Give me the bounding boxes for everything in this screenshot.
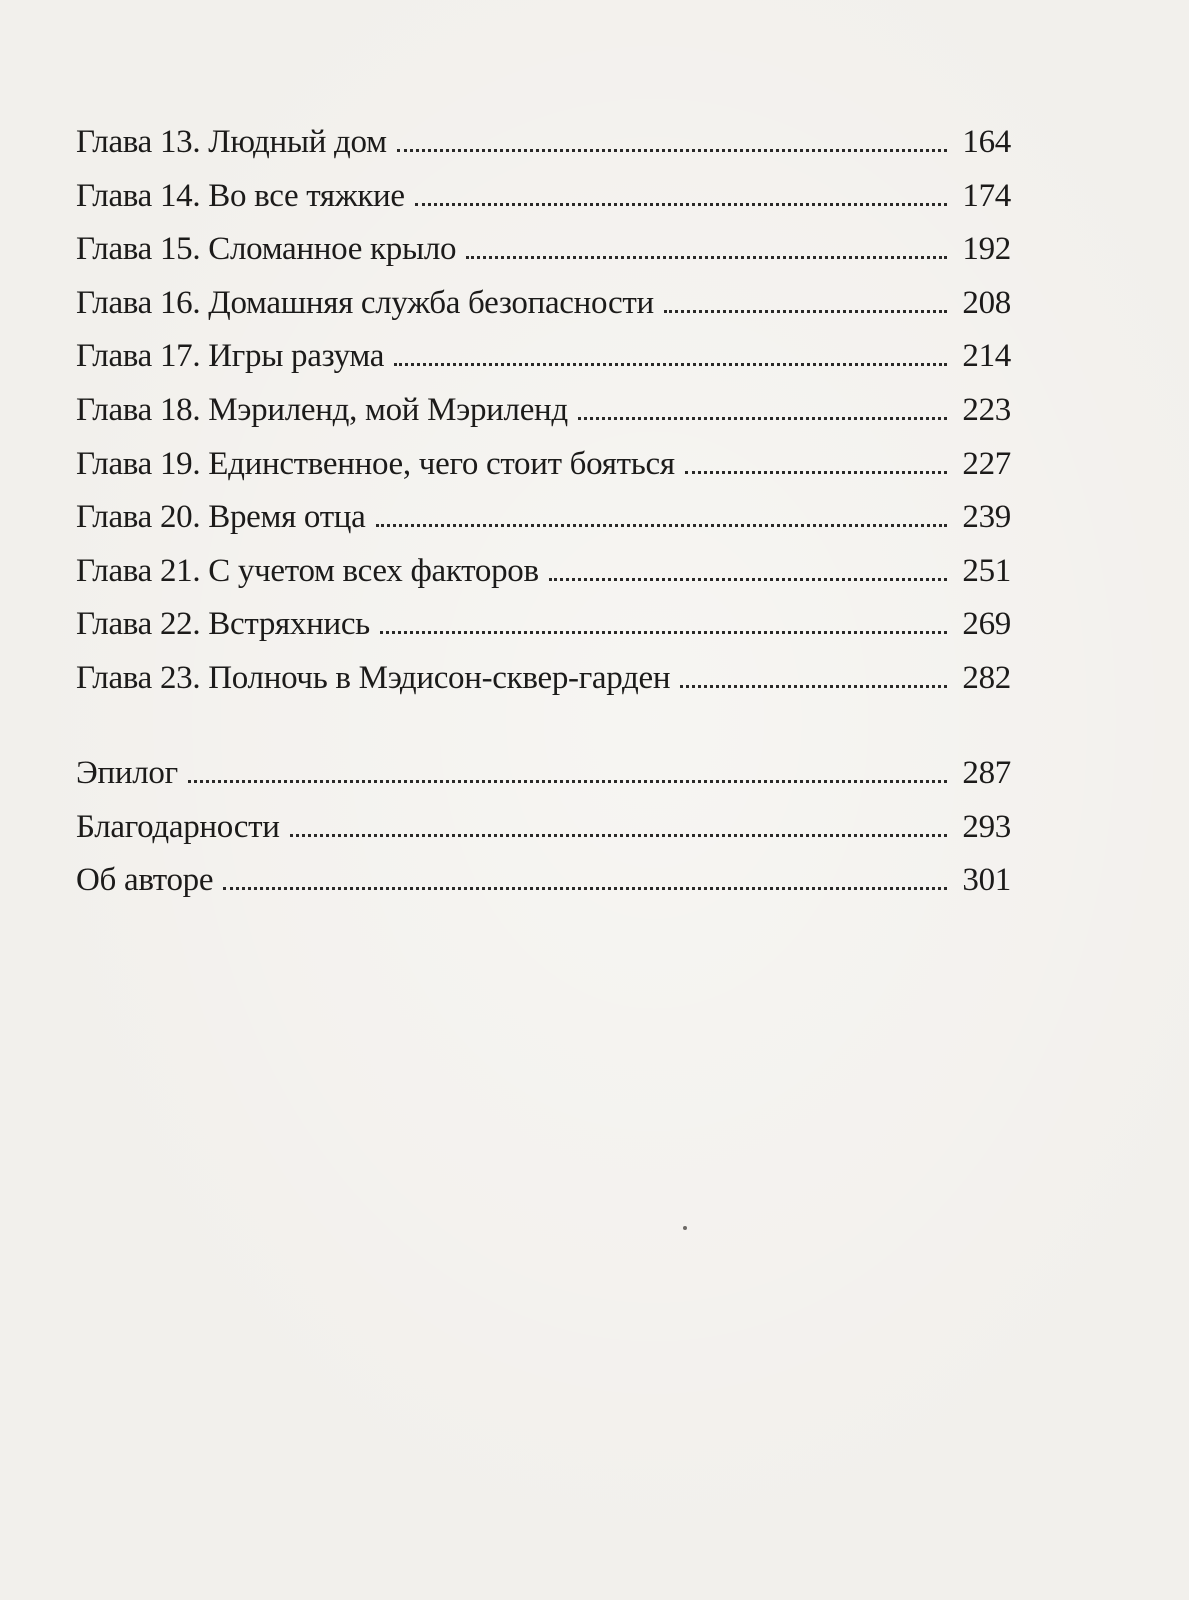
- toc-entry: [76, 652, 1011, 706]
- toc-entry-title: Глава 13. Людный дом: [76, 124, 387, 160]
- toc-entry-title: Глава 15. Сломанное крыло: [76, 231, 457, 268]
- ink-speck: [683, 1226, 687, 1230]
- dot-leader: [415, 203, 947, 206]
- toc-back-matter: [76, 747, 1011, 908]
- toc-entry: [76, 545, 1011, 599]
- toc-entry-page: 164: [962, 124, 1011, 160]
- toc-entry: [76, 384, 1011, 438]
- toc-entry: [76, 330, 1011, 384]
- toc-entry: [76, 170, 1011, 224]
- toc-entry-title: Глава 21. С учетом всех факторов: [76, 552, 539, 589]
- toc-entry: [76, 277, 1011, 331]
- toc-entry-page: 287: [962, 755, 1011, 791]
- toc-entry-title: Глава 17. Игры разума: [76, 338, 385, 375]
- dot-leader: [290, 834, 947, 837]
- toc-entry-page: 227: [962, 445, 1011, 482]
- dot-leader: [380, 631, 947, 634]
- toc-entry: [76, 438, 1011, 492]
- toc-entry-title: Глава 23. Полночь в Мэдисон-сквер-гарден: [76, 659, 671, 696]
- dot-leader: [376, 524, 947, 527]
- toc-entry-title: Глава 18. Мэриленд, мой Мэриленд: [76, 391, 568, 428]
- toc-entry-title: Глава 22. Встряхнись: [76, 606, 370, 643]
- dot-leader: [664, 310, 947, 313]
- toc-entry-page: 192: [962, 231, 1011, 268]
- toc-entry: [76, 223, 1011, 277]
- dot-leader: [397, 149, 947, 152]
- toc-entry-page: 208: [962, 284, 1011, 321]
- toc-entry-page: 214: [962, 338, 1011, 375]
- dot-leader: [549, 578, 947, 581]
- toc-entry: [76, 801, 1011, 855]
- toc-entry-page: 301: [962, 862, 1011, 899]
- toc-entry-page: 223: [962, 391, 1011, 428]
- dot-leader: [188, 780, 947, 783]
- toc-entry-page: 269: [962, 606, 1011, 643]
- toc-entry-title: Эпилог: [76, 755, 178, 791]
- toc-entry-page: 251: [962, 552, 1011, 589]
- dot-leader: [680, 685, 947, 688]
- toc-entry-title: Об авторе: [76, 862, 214, 899]
- toc-entry-page: 293: [962, 808, 1011, 845]
- dot-leader: [466, 256, 947, 259]
- dot-leader: [394, 363, 947, 366]
- toc-entry-title: Глава 19. Единственное, чего стоит бояться: [76, 445, 675, 482]
- toc-entry: [76, 491, 1011, 545]
- toc-chapters: [76, 116, 1011, 706]
- toc-entry-title: Глава 14. Во все тяжкие: [76, 177, 405, 214]
- toc-entry-page: 239: [962, 499, 1011, 536]
- toc-entry-title: Глава 16. Домашняя служба безопасности: [76, 284, 654, 321]
- dot-leader: [578, 417, 947, 420]
- dot-leader: [685, 471, 947, 474]
- toc-entry: [76, 598, 1011, 652]
- toc-entry: [76, 854, 1011, 908]
- toc-entry-page: 282: [962, 659, 1011, 696]
- toc-entry-title: Благодарности: [76, 808, 280, 845]
- toc-entry: [76, 747, 1011, 801]
- toc-entry-title: Глава 20. Время отца: [76, 499, 366, 536]
- toc-entry-page: 174: [962, 177, 1011, 214]
- toc-entry: [76, 116, 1011, 170]
- dot-leader: [223, 887, 947, 890]
